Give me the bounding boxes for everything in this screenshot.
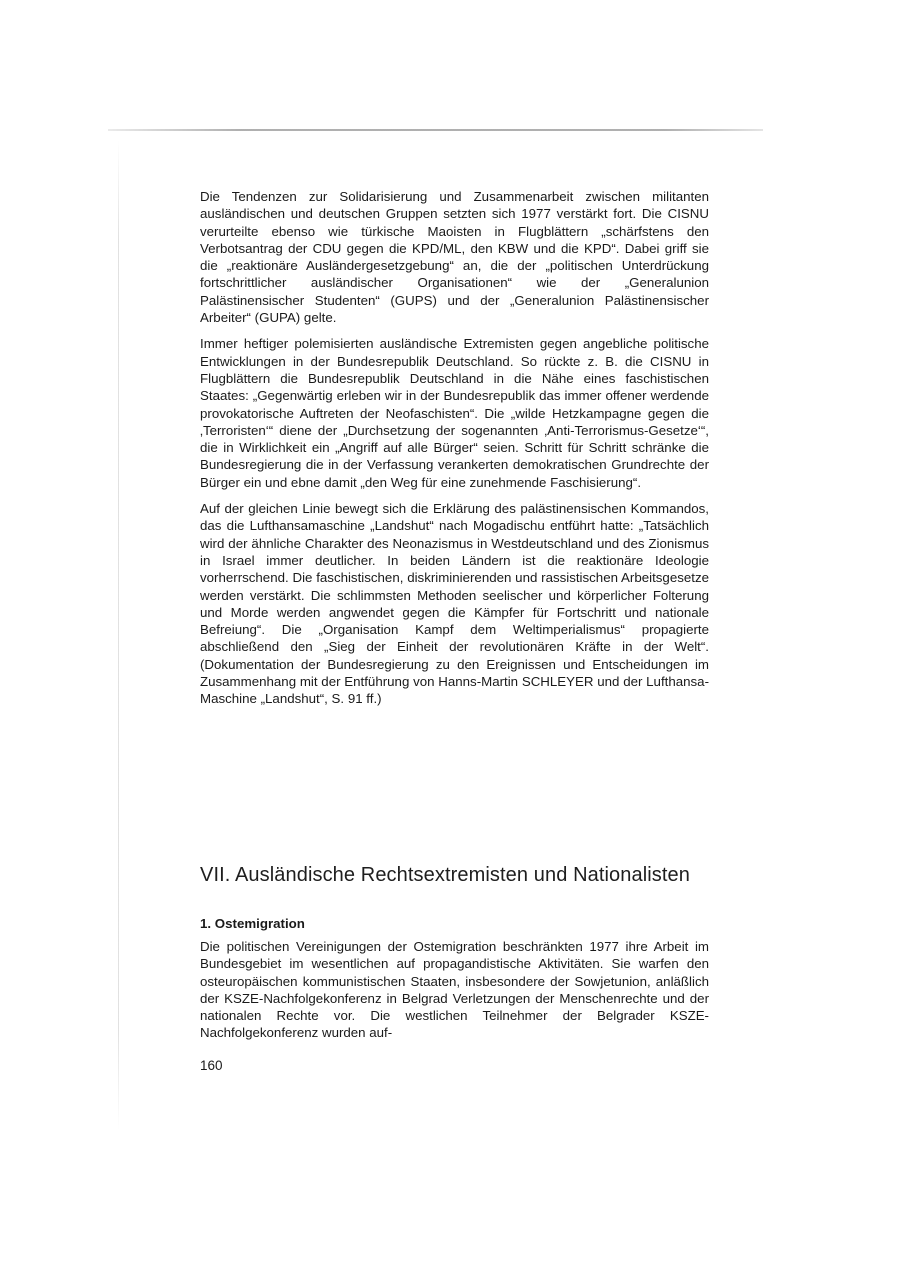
- section-heading: 1. Ostemigration: [200, 916, 305, 931]
- paragraph-solidarisierung: Die Tendenzen zur Solidarisierung und Zusammenarbeit zwischen militanten ausländischen und deutschen Gruppen setzten sich 1977 verstärkt fort. Die CISNU verurteilte ebenso wie türkische Maoisten in Flugblättern „schärfstens den Verbotsantrag der CDU gegen die KPD/ML, den KBW und die KPD“. Dabei griff sie die „reaktionäre Ausländergesetzgebung“ an, die der „politischen Unterdrückung fortschrittlicher ausländischer Organisationen“ wie der „Generalunion Palästinensischer Studenten“ (GUPS) und der „Generalunion Palästinensischer Arbeiter“ (GUPA) gelte.: [200, 189, 709, 326]
- scan-left-edge: [118, 140, 119, 1130]
- body-text: [200, 188, 709, 717]
- section-body: [200, 938, 709, 1051]
- scan-top-edge: [108, 129, 763, 131]
- page-number: 160: [200, 1058, 223, 1073]
- paragraph-landshut: Auf der gleichen Linie bewegt sich die Erklärung des palästinensischen Kommandos, das die Lufthansamaschine „Landshut“ nach Mogadischu entführt hatte: „Tatsächlich wird der ähnliche Charakter des Neonazismus in Westdeutschland und des Zionismus in Israel immer deutlicher. In beiden Ländern ist die reaktionäre Ideologie vorherrschend. Die faschistischen, diskriminierenden und rassistischen Arbeitsgesetze werden verstärkt. Die schlimmsten Methoden seelischer und körperlicher Folterung und Morde werden angwendet gegen die Kämpfer für Fortschritt und nationale Befreiung“. Die „Organisation Kampf dem Weltimperialismus“ propagierte abschließend den „Sieg der Einheit der revolutionären Kräfte in der Welt“. (Dokumentation der Bundesregierung zu den Ereignissen und Entscheidungen im Zusammenhang mit der Entführung von Hanns-Martin SCHLEYER und der Lufthansa-Maschine „Landshut“, S. 91 ff.): [200, 501, 709, 707]
- paragraph-polemik: Immer heftiger polemisierten ausländische Extremisten gegen angebliche politische Entwicklungen in der Bundesrepublik Deutschland. So rückte z. B. die CISNU in Flugblättern die Bundesrepublik Deutschland in die Nähe eines faschistischen Staates: „Gegenwärtig erleben wir in der Bundesrepublik das immer offener werdende provokatorische Auftreten der Neofaschisten“. Die „wilde Hetzkampagne gegen die ‚Terroristen‘“ diene der „Durchsetzung der sogenannten ‚Anti-Terrorismus-Gesetze‘“, die in Wirklichkeit ein „Angriff auf alle Bürger“ seien. Schritt für Schritt schränke die Bundesregierung die in der Verfassung verankerten demokratischen Grundrechte der Bürger ein und ebne damit „den Weg für eine zunehmende Faschisierung“.: [200, 336, 709, 490]
- chapter-title: VII. Ausländische Rechtsextremisten und Nationalisten: [200, 864, 691, 886]
- paragraph-ostemigration: Die politischen Vereinigungen der Ostemigration beschränkten 1977 ihre Arbeit im Bundesgebiet im wesentlichen auf propagandistische Aktivitäten. Sie warfen den osteuropäischen kommunistischen Staaten, insbesondere der Sowjetunion, anläßlich der KSZE-Nachfolgekonferenz in Belgrad Verletzungen der Menschenrechte und der nationalen Rechte vor. Die westlichen Teilnehmer der Belgrader KSZE-Nachfolgekonferenz wurden auf-: [200, 939, 709, 1041]
